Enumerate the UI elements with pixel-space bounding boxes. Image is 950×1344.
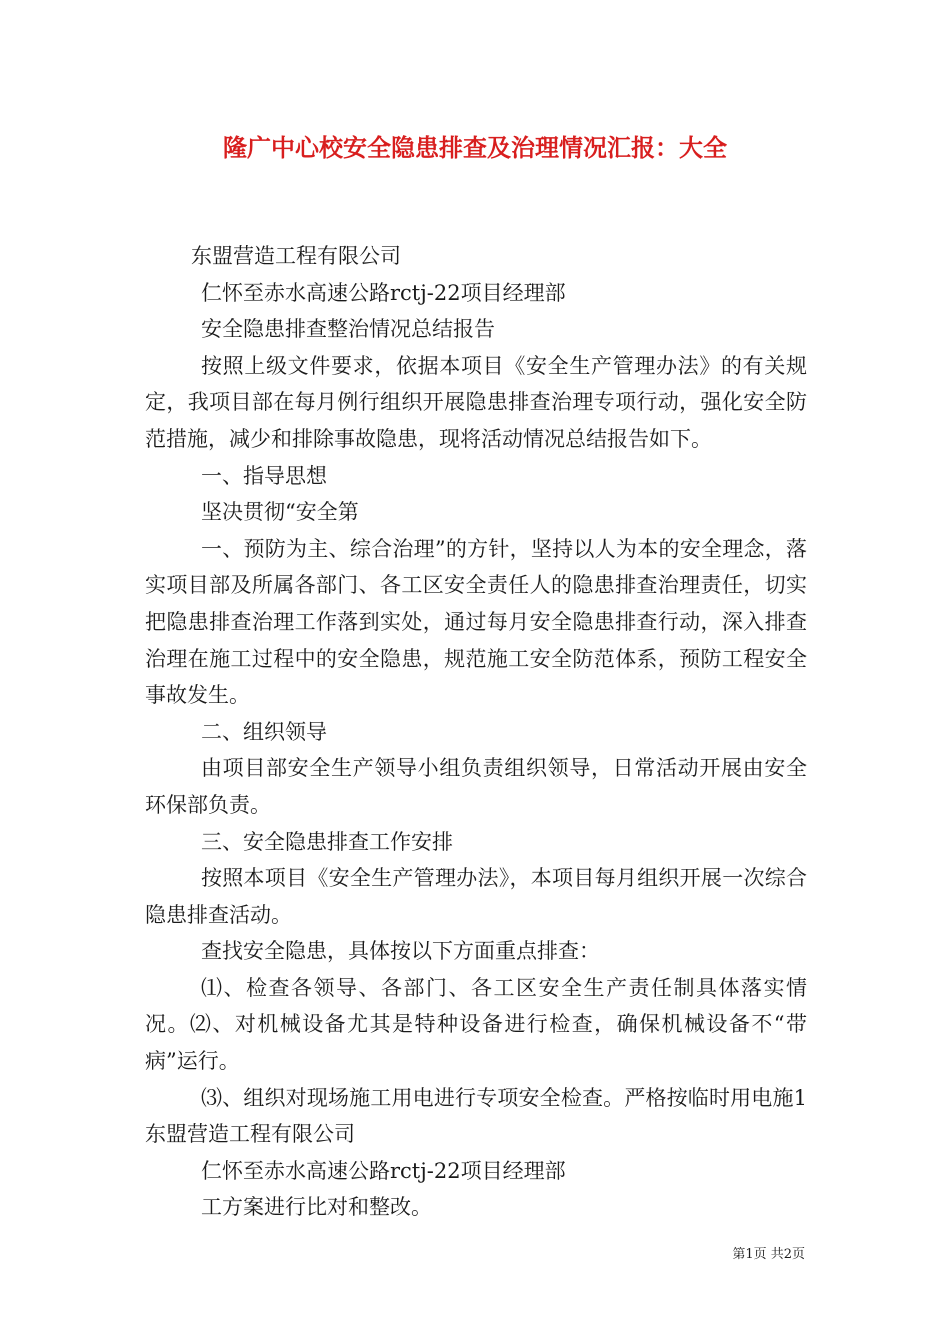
project-department-line: 仁怀至赤水高速公路rctj-22项目经理部 bbox=[201, 1158, 566, 1183]
project-department-line: 仁怀至赤水高速公路rctj-22项目经理部 bbox=[201, 280, 566, 305]
report-title-line: 安全隐患排查整治情况总结报告 bbox=[201, 317, 495, 342]
section-heading-3: 三、安全隐患排查工作安排 bbox=[201, 829, 453, 854]
document-title: 隆广中心校安全隐患排查及治理情况汇报：大全 bbox=[223, 134, 727, 162]
paragraph: 查找安全隐患，具体按以下方面重点排查： bbox=[201, 939, 600, 964]
list-item: ⑶、组织对现场施工用电进行专项安全检查。严格按临时用电施1东盟营造工程有限公司 bbox=[145, 1085, 807, 1147]
section-heading-2: 二、组织领导 bbox=[201, 719, 327, 744]
paragraph: 按照本项目《安全生产管理办法》，本项目每月组织开展一次综合隐患排查活动。 bbox=[145, 866, 807, 927]
page-number: 第1页 共2页 bbox=[732, 1247, 805, 1262]
list-item: ⑴、检查各领导、各部门、各工区安全生产责任制具体落实情况。⑵、对机械设备尤其是特种设备进行检查，确保机械设备不“带病”运行。 bbox=[145, 975, 807, 1074]
paragraph: 一、预防为主、综合治理”的方针，坚持以人为本的安全理念，落实项目部及所属各部门、各工区安全责任人的隐患排查治理责任，切实把隐患排查治理工作落到实处，通过每月安全隐患排查行动，深入排查治理在施工过程中的安全隐患，规范施工安全防范体系，预防工程安全事故发生。 bbox=[145, 536, 807, 708]
paragraph: 由项目部安全生产领导小组负责组织领导，日常活动开展由安全环保部负责。 bbox=[145, 756, 807, 817]
section-heading-1: 一、指导思想 bbox=[201, 463, 327, 488]
paragraph: 坚决贯彻“安全第 bbox=[201, 500, 359, 525]
document-body bbox=[145, 238, 807, 1226]
paragraph: 工方案进行比对和整改。 bbox=[201, 1195, 432, 1220]
company-name-line: 东盟营造工程有限公司 bbox=[191, 244, 401, 268]
intro-paragraph: 按照上级文件要求，依据本项目《安全生产管理办法》的有关规定，我项目部在每月例行组织开展隐患排查治理专项行动，强化安全防范措施，减少和排除事故隐患，现将活动情况总结报告如下。 bbox=[145, 353, 807, 451]
